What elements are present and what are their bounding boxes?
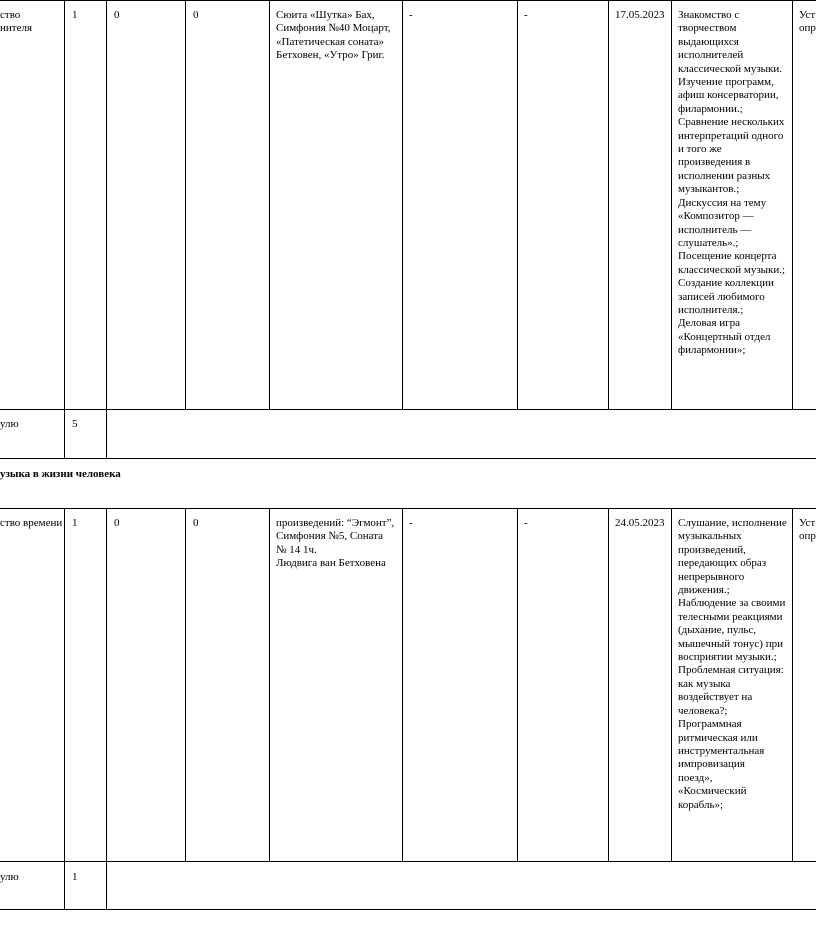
- activities-cell: Знакомство с творчеством выдающихся исполнителей классической музыки. Изучение программ, афиш консерватории, филармонии.; Сравнение нескольких интерпретаций одного и того же произведения в исполнении разных музыкантов.; Дискуссия на тему «Композитор — исполнитель — слушатель».; Посещение концерта классической музыки.; Создание коллекции записей любимого исполнителя.; Деловая игра «Концертный отдел филармонии»;: [678, 9, 786, 357]
- row1-bottom-border: [0, 409, 816, 410]
- resource-cell: -: [409, 9, 413, 21]
- hours-total-cell: 1: [72, 517, 78, 529]
- col-divider: [64, 861, 65, 909]
- activities-cell: Слушание, исполнение музыкальных произведений, передающих образ непрерывного движения.; Наблюдение за своими телесными реакциями (дыхание, пульс, мышечный тонус) при восприятии музыки.; Проблемная ситуация: как музыка воздействует на человека?; Программная ритмическая или инструментальная импровизация поезд», «Космический корабль»;: [678, 517, 787, 811]
- table-row: [0, 0, 816, 409]
- topic-cell: ство времени: [0, 517, 63, 529]
- control-form-cell: Уст опр: [799, 9, 816, 35]
- topic-cell: ство нителя: [0, 9, 33, 35]
- section-title: узыка в жизни человека: [0, 468, 121, 480]
- resource-cell: -: [409, 517, 413, 529]
- resource-cell: -: [524, 9, 528, 21]
- subtotal2-bottom-border: [0, 909, 816, 910]
- subtotal1-bottom-border: [0, 458, 816, 459]
- table-row: [0, 508, 816, 861]
- date-cell: 24.05.2023: [615, 517, 665, 529]
- repertoire-cell: произведений: “Эгмонт”, Симфония №5, Соната № 14 1ч. Людвига ван Бетховена: [276, 517, 395, 570]
- hours-practice-cell: 0: [193, 9, 199, 21]
- subtotal-value: 1: [72, 871, 78, 883]
- subtotal-label: улю: [0, 418, 19, 430]
- repertoire-cell: Сюита «Шутка» Бах, Симфония №40 Моцарт, «Патетическая соната» Бетховен, «Утро» Григ.: [276, 9, 391, 62]
- hours-control-cell: 0: [114, 517, 120, 529]
- date-cell: 17.05.2023: [615, 9, 665, 21]
- row2-bottom-border: [0, 861, 816, 862]
- hours-control-cell: 0: [114, 9, 120, 21]
- hours-total-cell: 1: [72, 9, 78, 21]
- col-divider: [106, 409, 107, 458]
- col-divider: [64, 409, 65, 458]
- subtotal-label: улю: [0, 871, 19, 883]
- resource-cell: -: [524, 517, 528, 529]
- col-divider: [106, 861, 107, 909]
- hours-practice-cell: 0: [193, 517, 199, 529]
- subtotal-value: 5: [72, 418, 78, 430]
- control-form-cell: Уст опр: [799, 517, 816, 543]
